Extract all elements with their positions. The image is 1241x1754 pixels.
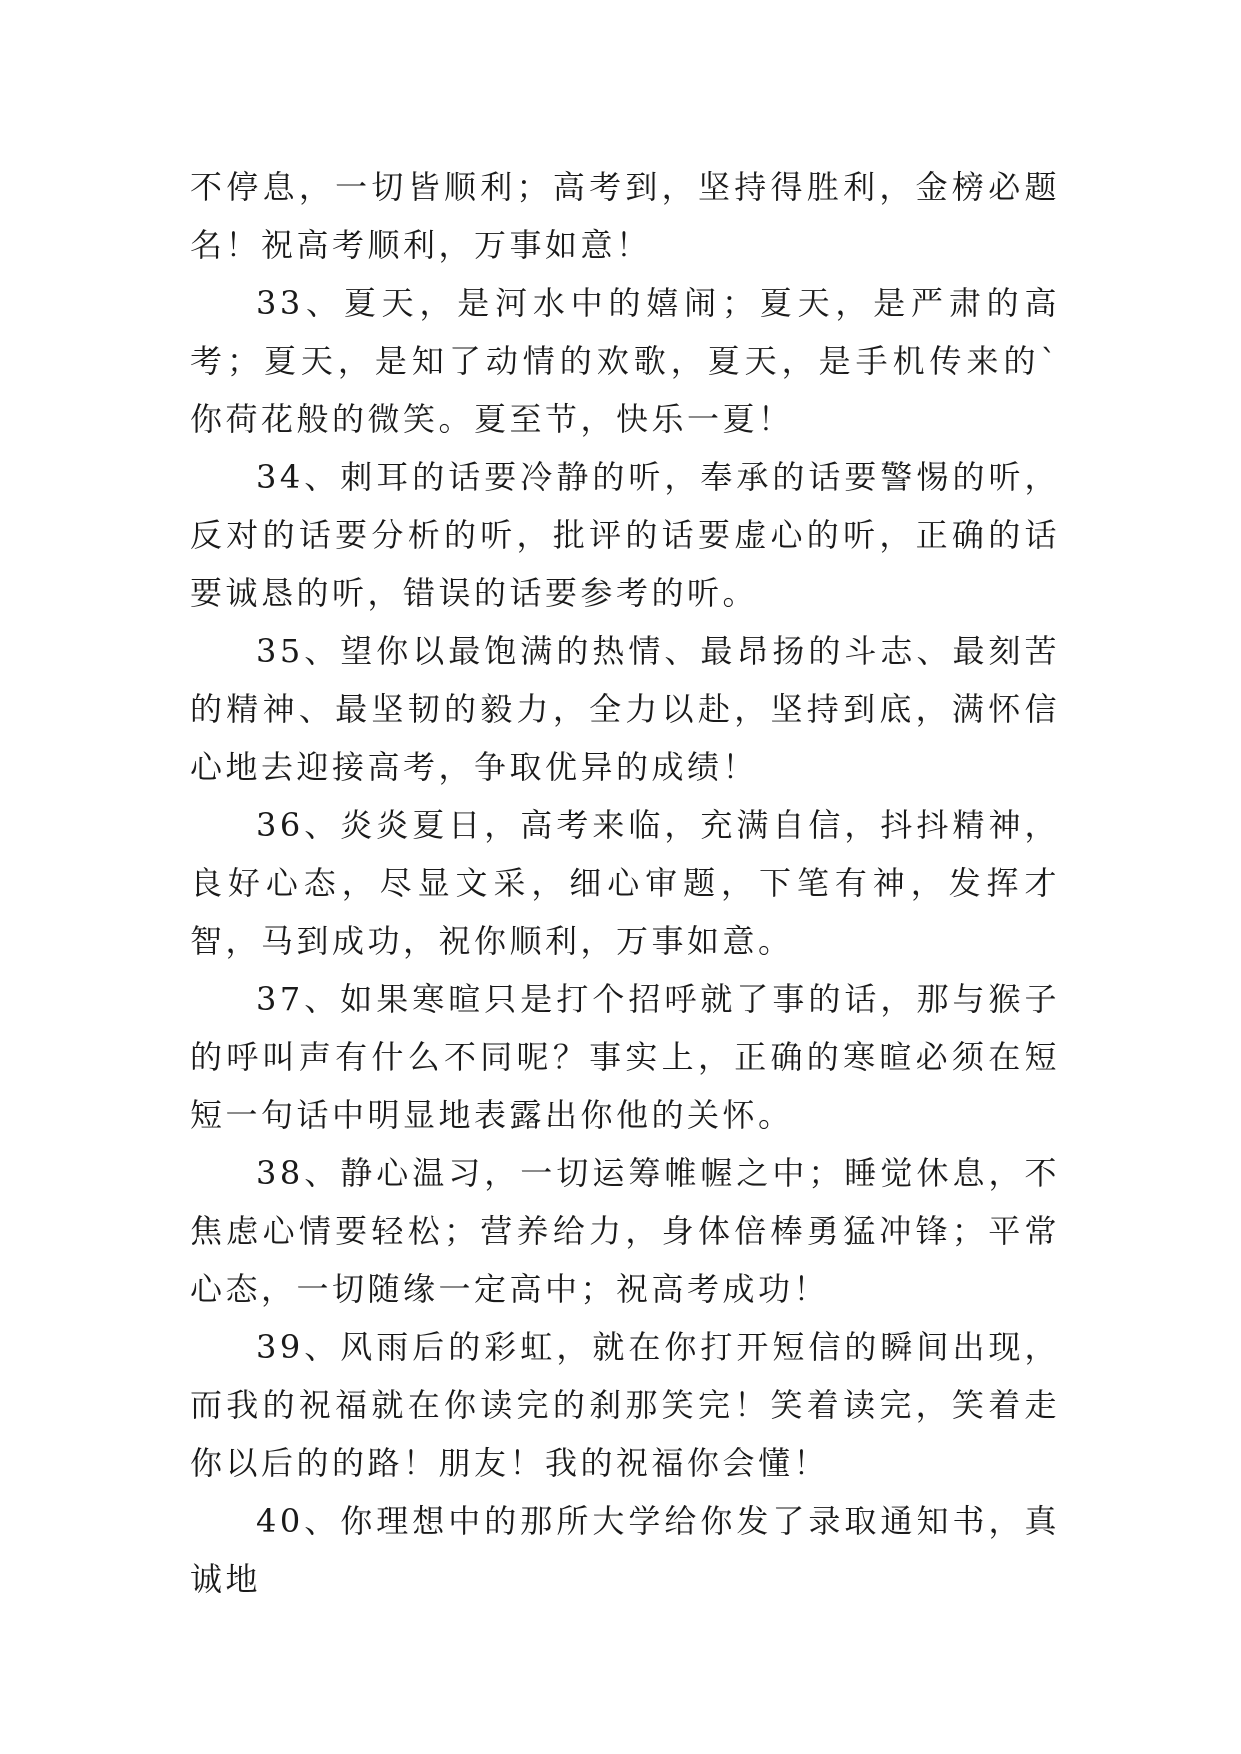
paragraph-continuation: 不停息，一切皆顺利；高考到，坚持得胜利，金榜必题名！祝高考顺利，万事如意！ xyxy=(190,168,1060,264)
paragraph-35: 35、望你以最饱满的热情、最昂扬的斗志、最刻苦的精神、最坚韧的毅力，全力以赴，坚持到底，满怀信心地去迎接高考，争取优异的成绩！ xyxy=(190,632,1060,786)
paragraph-33: 33、夏天，是河水中的嬉闹；夏天，是严肃的高考；夏天，是知了动情的欢歌，夏天，是手机传来的`你荷花般的微笑。夏至节，快乐一夏！ xyxy=(190,284,1060,438)
paragraph-34: 34、刺耳的话要冷静的听，奉承的话要警惕的听，反对的话要分析的听，批评的话要虚心的听，正确的话要诚恳的听，错误的话要参考的听。 xyxy=(190,458,1060,612)
document-body xyxy=(190,158,1060,1608)
paragraph-36: 36、炎炎夏日，高考来临，充满自信，抖抖精神，良好心态，尽显文采，细心审题，下笔有神，发挥才智，马到成功，祝你顺利，万事如意。 xyxy=(190,806,1060,960)
paragraph-39: 39、风雨后的彩虹，就在你打开短信的瞬间出现，而我的祝福就在你读完的刹那笑完！笑着读完，笑着走你以后的的路！朋友！我的祝福你会懂！ xyxy=(190,1328,1060,1482)
paragraph-38: 38、静心温习，一切运筹帷幄之中；睡觉休息，不焦虑心情要轻松；营养给力，身体倍棒勇猛冲锋；平常心态，一切随缘一定高中；祝高考成功！ xyxy=(190,1154,1060,1308)
paragraph-40: 40、你理想中的那所大学给你发了录取通知书，真诚地 xyxy=(190,1502,1060,1598)
paragraph-37: 37、如果寒暄只是打个招呼就了事的话，那与猴子的呼叫声有什么不同呢？事实上，正确的寒暄必须在短短一句话中明显地表露出你他的关怀。 xyxy=(190,980,1060,1134)
